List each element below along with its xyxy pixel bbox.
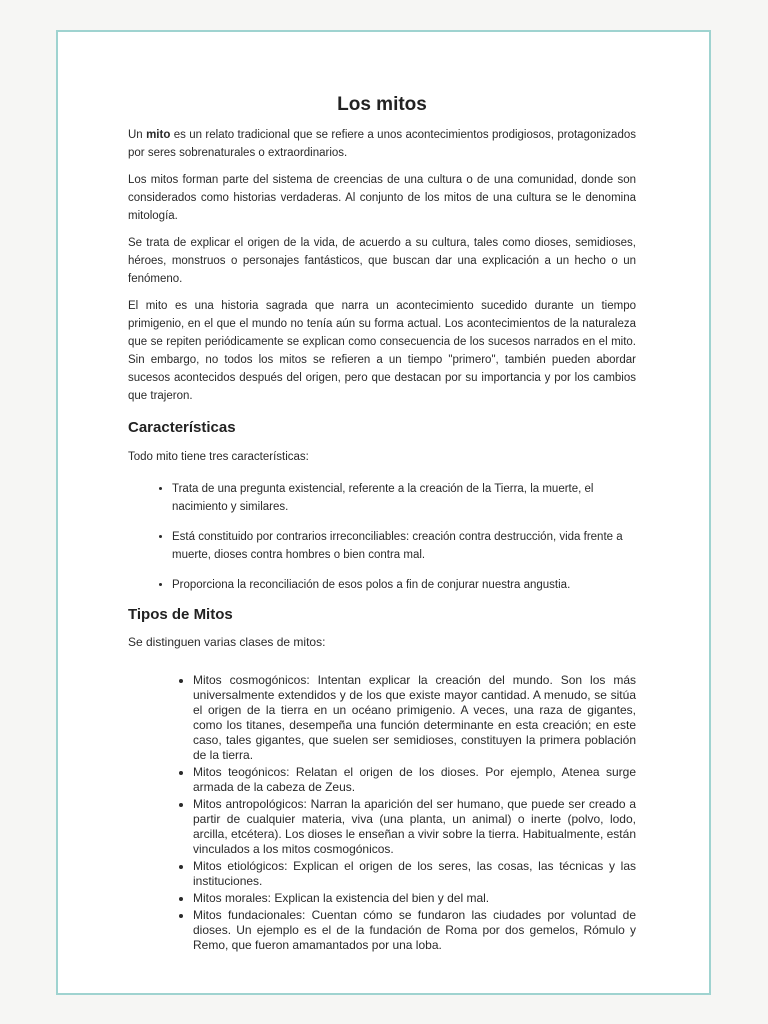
types-heading: Tipos de Mitos <box>128 606 233 623</box>
page-frame <box>56 30 711 995</box>
characteristics-list <box>128 480 636 594</box>
list-item: • Mitos fundacionales: Cuentan cómo se fundaron las ciudades por voluntad de dioses. Un ejemplo es el de la fundación de Roma por dos gemelos, Rómulo y Remo, que fueron amamantados por una loba. <box>193 908 636 953</box>
characteristics-heading: Características <box>128 419 236 436</box>
paragraph-sacred-history: El mito es una historia sagrada que narra un acontecimiento sucedido durante un tiempo primigenio, en el que el mundo no tenía aún su forma actual. Los acontecimientos de la naturaleza que se repiten periódicamente se explican como consecuencia de los sucesos narrados en el mito. Sin embargo, no todos los mitos se refieren a un tiempo "primero", también pueden abordar sucesos acontecidos después del origen, pero que destacan por su importancia y por los cambios que trajeron. <box>128 300 636 402</box>
list-item: • Mitos morales: Explican la existencia del bien y del mal. <box>193 891 636 906</box>
intro-prefix: Un <box>128 129 147 141</box>
list-item: • Mitos cosmogónicos: Intentan explicar la creación del mundo. Son los más universalmente extendidos y de los que existe mayor cantidad. A menudo, se sitúa el origen de la tierra en un océano primigenio. A veces, una raza de gigantes, como los titanes, desempeña una función determinante en esta creación; en este caso, tales gigantes, que suelen ser semidioses, constituyen la primera población de la tierra. <box>193 673 636 763</box>
types-lead: Se distinguen varias clases de mitos: <box>128 635 326 649</box>
list-item: • Trata de una pregunta existencial, referente a la creación de la Tierra, la muerte, el nacimiento y similares. <box>172 480 636 516</box>
paragraph-origin: Se trata de explicar el origen de la vida, de acuerdo a su cultura, tales como dioses, semidioses, héroes, monstruos o personajes fantásticos, que buscan dar una explicación a un hecho o un fenómeno. <box>128 237 636 285</box>
list-item: • Proporciona la reconciliación de esos polos a fin de conjurar nuestra angustia. <box>172 576 636 594</box>
page-title: Los mitos <box>337 94 427 115</box>
list-item: • Está constituido por contrarios irreconciliables: creación contra destrucción, vida frente a muerte, dioses contra hombres o bien contra mal. <box>172 528 636 564</box>
list-item: • Mitos etiológicos: Explican el origen de los seres, las cosas, las técnicas y las instituciones. <box>193 859 636 889</box>
paragraph-beliefs: Los mitos forman parte del sistema de creencias de una cultura o de una comunidad, donde son considerados como historias verdaderas. Al conjunto de los mitos de una cultura se le denomina mitología. <box>128 174 636 222</box>
intro-paragraph <box>128 126 636 162</box>
intro-bold-word: mito <box>146 129 171 141</box>
characteristics-lead: Todo mito tiene tres características: <box>128 451 309 463</box>
document-body <box>128 42 636 955</box>
types-list <box>128 673 636 953</box>
list-item: • Mitos teogónicos: Relatan el origen de los dioses. Por ejemplo, Atenea surge armada de la cabeza de Zeus. <box>193 765 636 795</box>
types-section <box>128 635 636 953</box>
intro-rest: es un relato tradicional que se refiere a unos acontecimientos prodigiosos, protagonizados por seres sobrenaturales o extraordinarios. <box>128 129 636 159</box>
list-item: • Mitos antropológicos: Narran la aparición del ser humano, que puede ser creado a partir de cualquier materia, viva (una planta, un animal) o inerte (polvo, lodo, arcilla, etcétera). Los dioses le enseñan a vivir sobre la tierra. Habitualmente, están vinculados a los mitos cosmogónicos. <box>193 797 636 857</box>
